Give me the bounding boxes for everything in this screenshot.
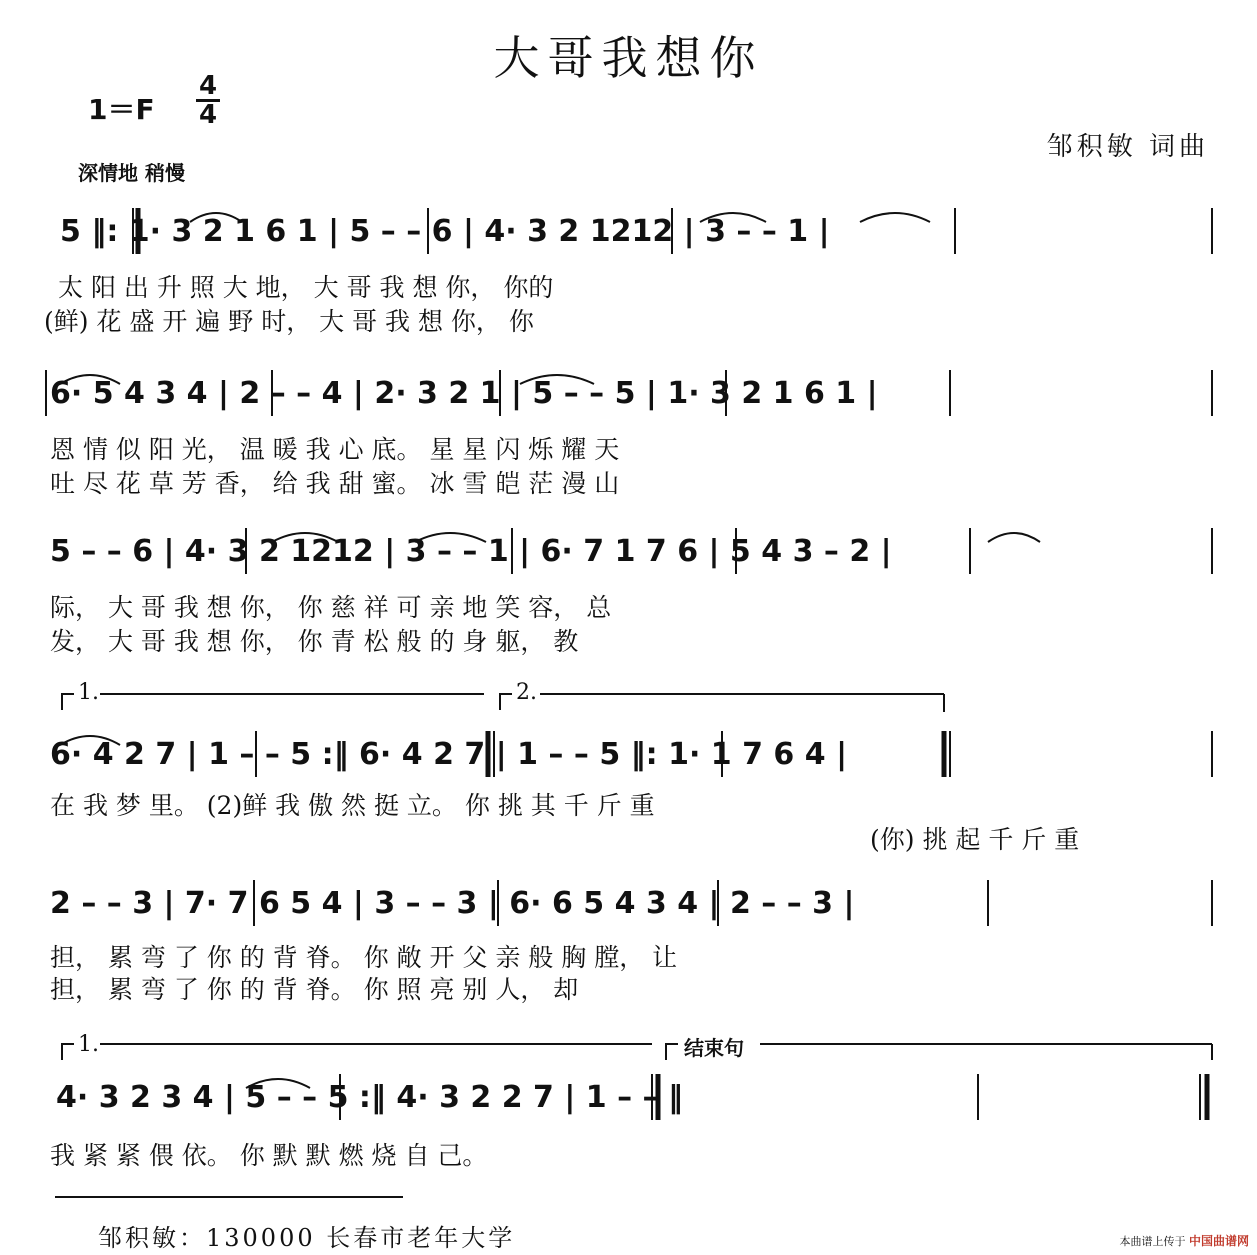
upload-text: 本曲谱上传于 [1119, 1235, 1186, 1248]
song-title: 大哥我想你 [493, 31, 764, 85]
notes-line-1: 5 ‖: 1· 3 2 1 6 1 | 5 – – 6 | 4· 3 2 1212 | 3 – – 1 | [60, 214, 830, 249]
lyric-2-verse-2: 吐 尽 花 草 芳 香， 给 我 甜 蜜。 冰 雪 皑 茫 漫 山 [50, 469, 620, 498]
upload-notice [1119, 1232, 1249, 1249]
time-signature-top: 4 [198, 71, 218, 101]
coda-label: 结束句 [680, 1032, 748, 1061]
key-signature: 1＝F [88, 93, 155, 126]
volta-1-line-6: 1. [78, 1032, 99, 1057]
author-contact: 邹积敏：130000 长春市老年大学 [98, 1224, 516, 1252]
footer-divider [55, 1196, 403, 1198]
notes-line-5: 2 – – 3 | 7· 7 6 5 4 | 3 – – 3 | 6· 6 5 4 3 4 | 2 – – 3 | [50, 886, 855, 921]
lyric-5-verse-2: 担， 累 弯 了 你 的 背 脊。 你 照 亮 别 人， 却 [50, 975, 579, 1004]
lyric-6-verse-1: 我 紧 紧 偎 依。 你 默 默 燃 烧 自 己。 [50, 1141, 488, 1170]
author-credit: 邹积敏 词曲 [1046, 132, 1209, 162]
notes-line-3: 5 – – 6 | 4· 3 2 1212 | 3 – – 1 | 6· 7 1 7 6 | 5 4 3 – 2 | [50, 534, 892, 569]
volta-2-line-4: 2. [516, 680, 537, 705]
lyric-3-verse-2: 发， 大 哥 我 想 你， 你 青 松 般 的 身 躯， 教 [50, 627, 579, 656]
lyric-1-verse-2: (鲜) 花 盛 开 遍 野 时， 大 哥 我 想 你， 你 [44, 307, 534, 336]
volta-1-line-4: 1. [78, 680, 99, 705]
notes-line-6: 4· 3 2 3 4 | 5 – – 5 :‖ 4· 3 2 2 7 | 1 – – ‖ [56, 1080, 683, 1115]
lyric-4-verse-1: 在 我 梦 里。 (2)鲜 我 傲 然 挺 立。 你 挑 其 千 斤 重 [50, 791, 655, 820]
lyric-3-verse-1: 际， 大 哥 我 想 你， 你 慈 祥 可 亲 地 笑 容， 总 [50, 593, 612, 622]
site-logo: 中国曲谱网 [1188, 1234, 1249, 1248]
tempo-marking: 深情地 稍慢 [78, 161, 185, 185]
notes-line-2: 6· 5 4 3 4 | 2 – – 4 | 2· 3 2 1 | 5 – – 5 | 1· 3 2 1 6 1 | [50, 376, 878, 411]
lyric-2-verse-1: 恩 情 似 阳 光， 温 暖 我 心 底。 星 星 闪 烁 耀 天 [50, 435, 620, 464]
notes-line-4: 6· 4 2 7 | 1 – – 5 :‖ 6· 4 2 7 | 1 – – 5 ‖: 1· 1 7 6 4 | [50, 737, 848, 772]
lyric-5-verse-1: 担， 累 弯 了 你 的 背 脊。 你 敞 开 父 亲 般 胸 膛， 让 [50, 943, 678, 972]
lyric-4-verse-2: (你) 挑 起 千 斤 重 [870, 825, 1080, 854]
lyric-1-verse-1: 太 阳 出 升 照 大 地， 大 哥 我 想 你， 你的 [58, 273, 554, 302]
time-signature-bottom: 4 [198, 100, 218, 130]
